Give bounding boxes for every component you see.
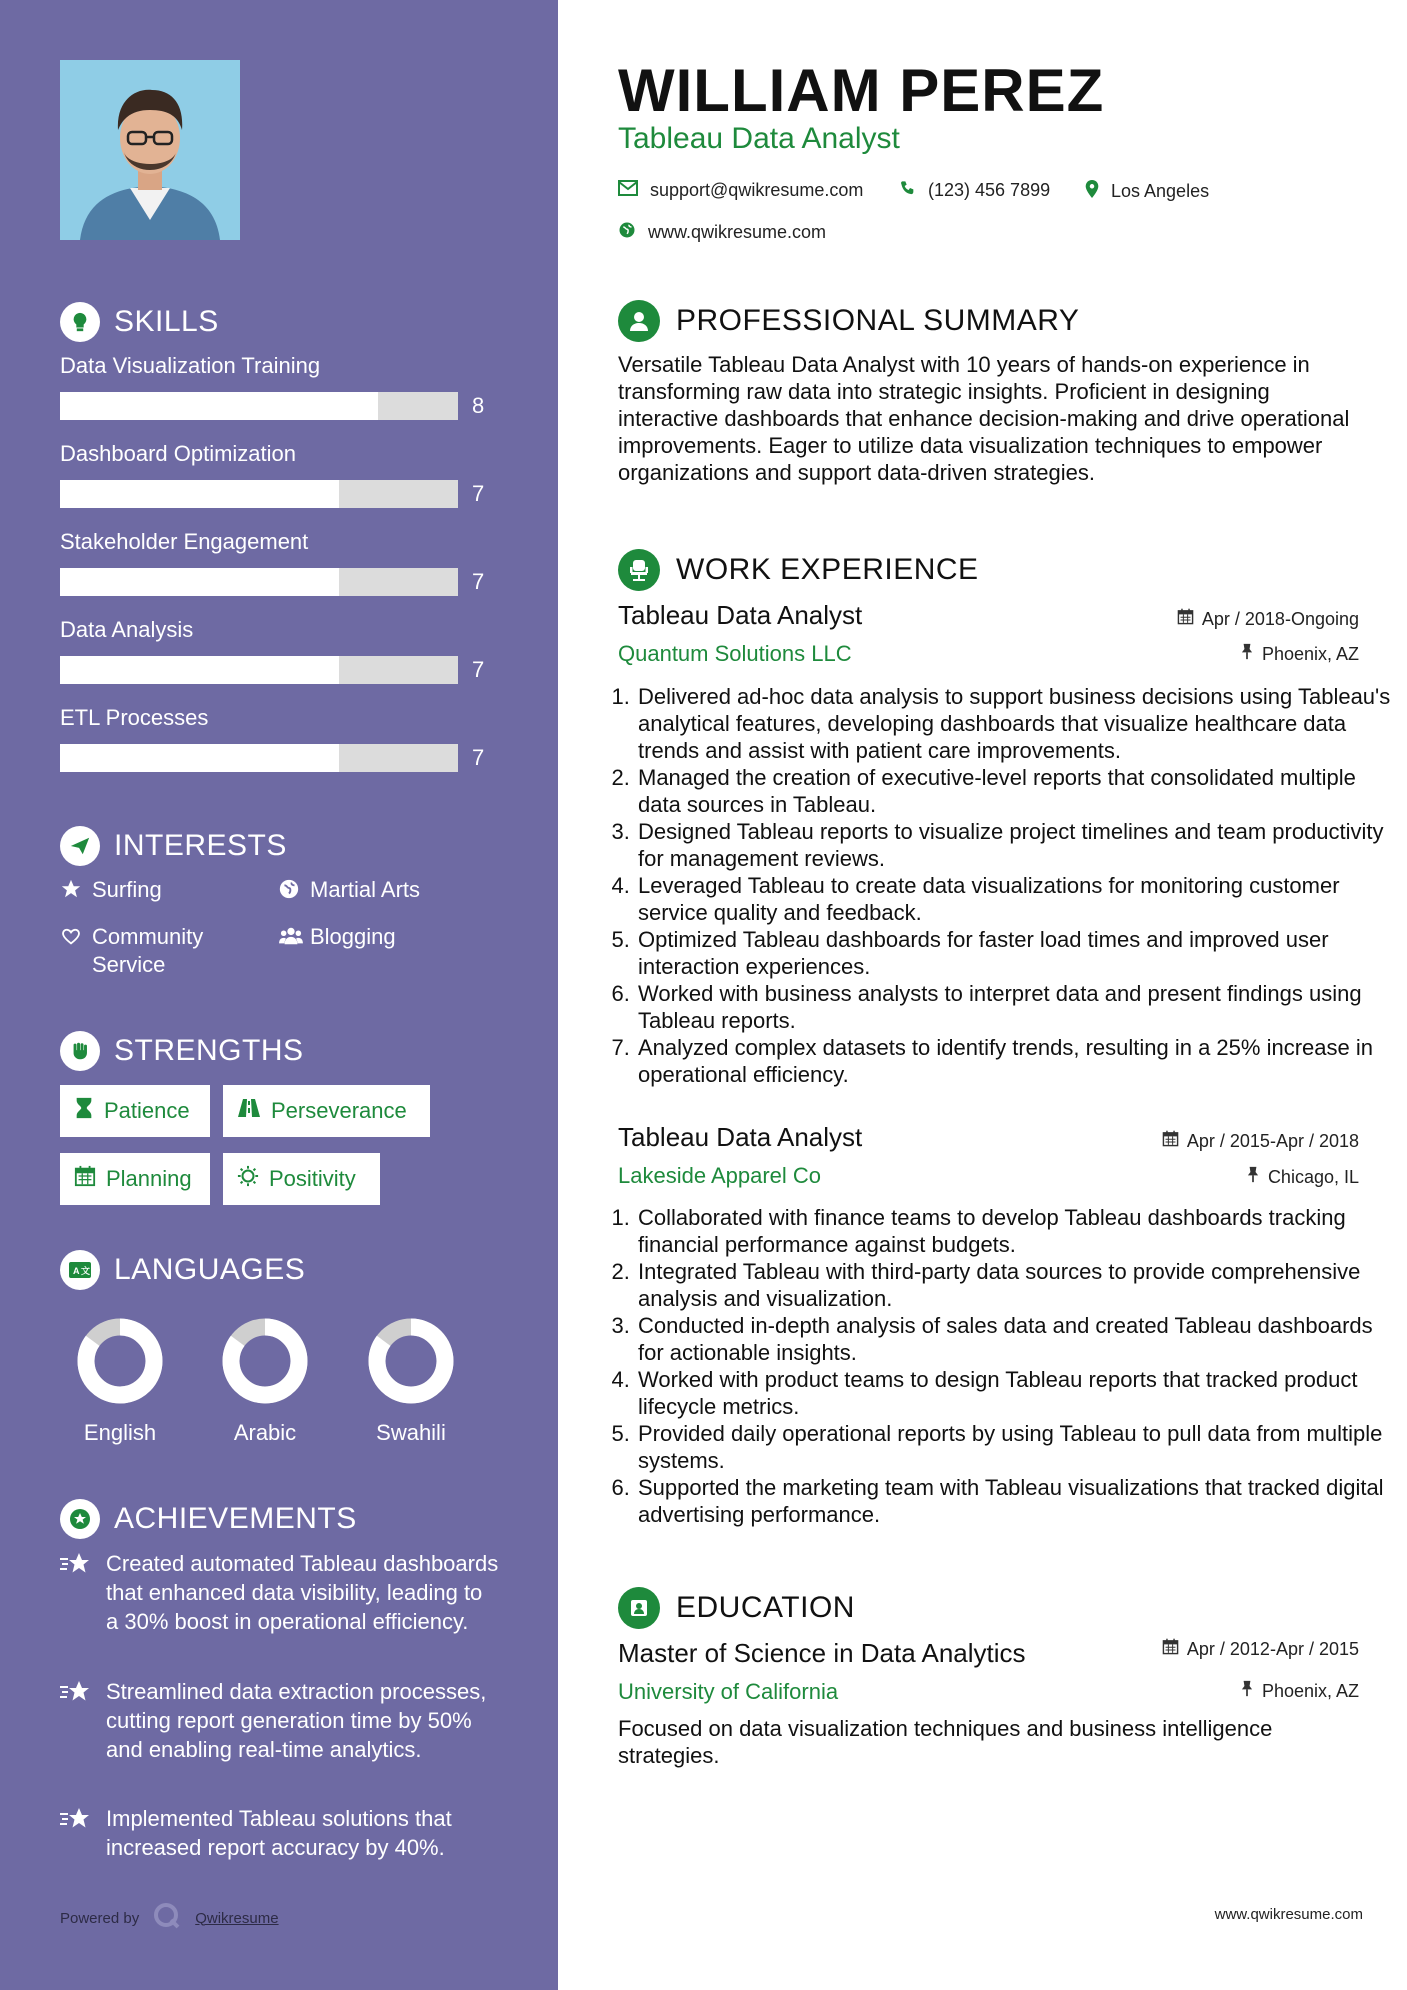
phone-text: (123) 456 7899 <box>928 180 1051 200</box>
list-item: 2. Managed the creation of executive-level reports that consolidated multiple data sources in Tableau. <box>636 764 1396 818</box>
skill-bar <box>60 656 458 684</box>
pin-icon <box>1246 1166 1260 1188</box>
achievement-item <box>60 1804 500 1862</box>
summary-text: Versatile Tableau Data Analyst with 10 years of hands-on experience in transforming raw data into strategic insights. Proficient in designing interactive dashboards that enhance decision-making and drive operational improvements. Eager to utilize data visualization techniques to empower organizations and support data-driven strategies. <box>618 352 1350 485</box>
skill-bar-fill <box>60 568 339 596</box>
star-burst-icon <box>60 1677 92 1764</box>
languages-title: LANGUAGES <box>114 1253 306 1286</box>
achievements-heading <box>60 1499 357 1539</box>
user-icon <box>618 300 660 342</box>
experience-title: WORK EXPERIENCE <box>676 553 979 586</box>
skills-heading <box>60 302 219 342</box>
strength-chip <box>60 1085 210 1137</box>
skill-value: 7 <box>472 569 485 594</box>
email-link[interactable]: support@qwikresume.com <box>650 180 864 200</box>
hourglass-icon <box>74 1097 94 1125</box>
chair-icon <box>618 549 660 591</box>
job-location <box>1240 643 1359 665</box>
calendar-icon <box>74 1165 96 1193</box>
globe-icon <box>278 876 300 907</box>
list-item: 7. Analyzed complex datasets to identify trends, resulting in a 25% increase in operational efficiency. <box>636 1034 1396 1088</box>
contact-email <box>618 180 863 201</box>
skill-bar <box>60 480 458 508</box>
footer-website-link[interactable]: www.qwikresume.com <box>1214 1906 1363 1923</box>
powered-label: Powered by <box>60 1909 140 1927</box>
globe-icon <box>618 221 636 244</box>
strength-label: Patience <box>104 1098 190 1123</box>
summary-title: PROFESSIONAL SUMMARY <box>676 304 1080 337</box>
achievement-text: Implemented Tableau solutions that increased report accuracy by 40%. <box>106 1806 452 1860</box>
powered-brand-link[interactable]: Qwikresume <box>195 1909 279 1927</box>
language-icon <box>60 1250 100 1290</box>
education-heading <box>618 1586 855 1630</box>
road-icon <box>237 1098 261 1124</box>
languages-heading <box>60 1250 305 1290</box>
education-degree: Master of Science in Data Analytics <box>618 1638 1026 1668</box>
education-dates <box>1162 1638 1359 1660</box>
interests-heading <box>60 826 287 866</box>
language-label: English <box>83 1420 157 1445</box>
calendar-icon <box>1162 1638 1179 1660</box>
skill-bar <box>60 392 458 420</box>
candidate-role: Tableau Data Analyst <box>618 122 900 155</box>
skill-label: Stakeholder Engagement <box>60 529 309 554</box>
job-company: Quantum Solutions LLC <box>618 641 852 666</box>
list-item: 3. Designed Tableau reports to visualize project timelines and team productivity for management reviews. <box>636 818 1396 872</box>
education-location <box>1240 1680 1359 1702</box>
achievement-text: Created automated Tableau dashboards that enhanced data visibility, leading to a 30% boost in operational efficiency. <box>106 1551 499 1634</box>
graduate-icon <box>618 1587 660 1629</box>
strength-chip <box>60 1153 210 1205</box>
interest-item <box>60 876 260 907</box>
list-item: 3. Conducted in-depth analysis of sales data and created Tableau dashboards for actionable insights. <box>636 1312 1396 1366</box>
star-burst-icon <box>60 1804 92 1862</box>
interest-label: Martial Arts <box>310 877 421 902</box>
education-location-text: Phoenix, AZ <box>1261 1680 1359 1701</box>
candidate-name: WILLIAM PEREZ <box>618 57 1105 124</box>
strength-label: Perseverance <box>271 1098 407 1123</box>
education-dates-text: Apr / 2012-Apr / 2015 <box>1186 1638 1359 1659</box>
job-dates-text: Apr / 2018-Ongoing <box>1201 608 1359 629</box>
education-text: Focused on data visualization techniques and business intelligence strategies. <box>618 1716 1273 1768</box>
job-dates-text: Apr / 2015-Apr / 2018 <box>1186 1130 1359 1151</box>
sun-icon <box>237 1165 259 1193</box>
strength-label: Planning <box>106 1166 192 1191</box>
skill-value: 8 <box>472 393 485 418</box>
job-location-text: Phoenix, AZ <box>1261 643 1359 664</box>
medal-star-icon <box>60 1499 100 1539</box>
job-title: Tableau Data Analyst <box>618 600 863 630</box>
interest-item <box>278 876 508 907</box>
paper-plane-icon <box>60 826 100 866</box>
skill-value: 7 <box>472 657 485 682</box>
list-item: 5. Optimized Tableau dashboards for faster load times and improved user interaction experiences. <box>636 926 1396 980</box>
strengths-title: STRENGTHS <box>114 1034 304 1067</box>
summary-heading <box>618 299 1079 343</box>
strength-chip <box>223 1153 380 1205</box>
education-title: EDUCATION <box>676 1591 855 1624</box>
skills-title: SKILLS <box>114 305 219 338</box>
job-dates <box>1162 1130 1359 1152</box>
skill-label: Dashboard Optimization <box>60 441 297 466</box>
contact-location <box>1085 180 1209 203</box>
calendar-icon <box>1177 608 1194 630</box>
list-item: 4. Leveraged Tableau to create data visualizations for monitoring customer service quality and feedback. <box>636 872 1396 926</box>
powered-by <box>60 1902 279 1934</box>
skill-value: 7 <box>472 481 485 506</box>
skill-bar-fill <box>60 392 378 420</box>
strengths-heading <box>60 1031 304 1071</box>
interest-label: Community Service <box>92 924 204 977</box>
job-company: Lakeside Apparel Co <box>618 1163 822 1188</box>
contact-phone <box>900 180 1050 201</box>
fist-icon <box>60 1031 100 1071</box>
job-location-text: Chicago, IL <box>1267 1166 1359 1187</box>
job-location <box>1246 1166 1359 1188</box>
list-item: 6. Supported the marketing team with Tableau visualizations that tracked digital advertising performance. <box>636 1474 1396 1528</box>
skill-bar-fill <box>60 480 339 508</box>
strength-label: Positivity <box>269 1166 356 1191</box>
interests-title: INTERESTS <box>114 829 287 862</box>
achievements-title: ACHIEVEMENTS <box>114 1502 357 1535</box>
skill-value: 7 <box>472 745 485 770</box>
education-school: University of California <box>618 1679 839 1704</box>
list-item: 1. Collaborated with finance teams to develop Tableau dashboards tracking financial performance against budgets. <box>636 1204 1396 1258</box>
achievement-item <box>60 1677 500 1764</box>
skill-label: Data Analysis <box>60 617 194 642</box>
svg-text:文: 文 <box>81 1266 91 1276</box>
language-donut <box>366 1316 456 1411</box>
interest-item <box>60 923 260 979</box>
experience-heading <box>618 548 979 592</box>
skill-bar-fill <box>60 656 339 684</box>
qwikresume-logo-icon <box>153 1902 181 1934</box>
phone-icon <box>900 180 916 201</box>
sidebar <box>0 0 558 1990</box>
job-bullets <box>610 683 1396 1088</box>
language-donut <box>75 1316 165 1411</box>
pin-icon <box>1240 1680 1254 1702</box>
pin-icon <box>1240 643 1254 665</box>
strength-chip <box>223 1085 430 1137</box>
skill-bar-fill <box>60 744 339 772</box>
skill-label: Data Visualization Training <box>60 353 321 378</box>
language-donut <box>220 1316 310 1411</box>
location-text: Los Angeles <box>1111 181 1210 201</box>
skill-bar <box>60 568 458 596</box>
achievement-item <box>60 1549 500 1636</box>
skill-bar <box>60 744 458 772</box>
envelope-icon <box>618 180 638 201</box>
list-item: 6. Worked with business analysts to interpret data and present findings using Tableau reports. <box>636 980 1396 1034</box>
map-marker-icon <box>1085 180 1099 203</box>
website-link[interactable]: www.qwikresume.com <box>648 222 827 242</box>
interest-label: Blogging <box>310 924 396 949</box>
users-icon <box>278 923 300 954</box>
list-item: 1. Delivered ad-hoc data analysis to support business decisions using Tableau's analytical features, developing dashboards that visualize healthcare data trends and assist with patient care improvements. <box>636 683 1396 764</box>
job-bullets <box>610 1204 1396 1528</box>
contact-website <box>618 221 826 244</box>
interest-label: Surfing <box>92 877 162 902</box>
calendar-icon <box>1162 1130 1179 1152</box>
list-item: 4. Worked with product teams to design Tableau reports that tracked product lifecycle metrics. <box>636 1366 1396 1420</box>
interest-item <box>278 923 508 954</box>
job-title: Tableau Data Analyst <box>618 1122 863 1152</box>
star-icon <box>60 876 82 907</box>
heart-icon <box>60 923 82 979</box>
skill-label: ETL Processes <box>60 705 209 730</box>
list-item: 5. Provided daily operational reports by using Tableau to pull data from multiple systems. <box>636 1420 1396 1474</box>
star-burst-icon <box>60 1549 92 1636</box>
svg-text:A: A <box>73 1266 80 1276</box>
language-label: Swahili <box>376 1420 446 1445</box>
job-dates <box>1177 608 1359 630</box>
language-label: Arabic <box>233 1420 297 1445</box>
lightbulb-icon <box>60 302 100 342</box>
list-item: 2. Integrated Tableau with third-party data sources to provide comprehensive analysis and visualization. <box>636 1258 1396 1312</box>
profile-photo <box>60 60 240 240</box>
achievement-text: Streamlined data extraction processes, cutting report generation time by 50% and enabling real-time analytics. <box>106 1679 487 1762</box>
main-content <box>558 0 1407 1990</box>
